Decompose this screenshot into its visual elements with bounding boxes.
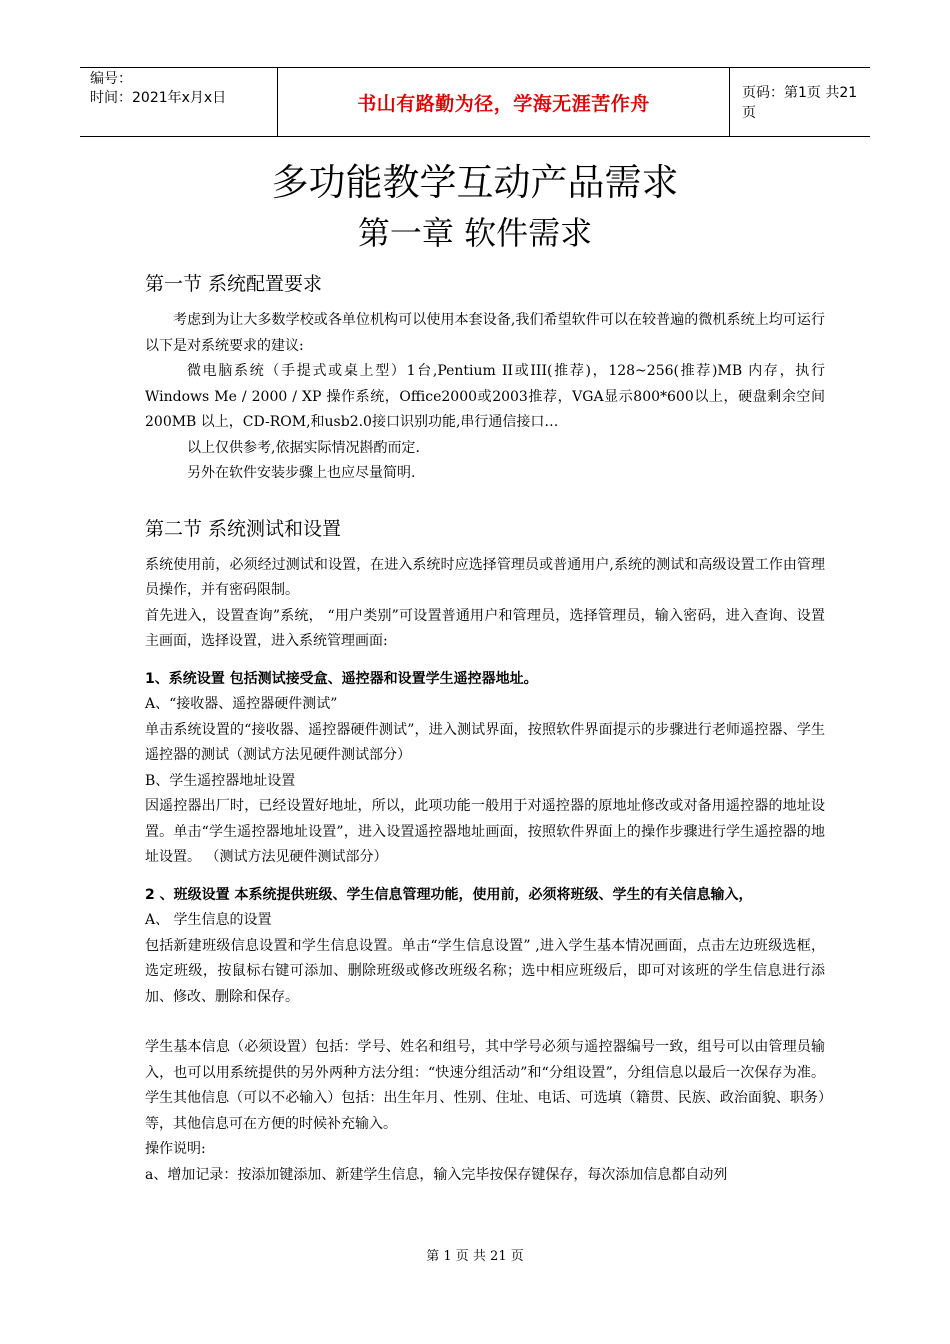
header-number: 编号： xyxy=(90,71,132,87)
item2-info: 学生基本信息（必须设置）包括：学号、姓名和组号，其中学号必须与遥控器编号一致，组号可以由管理员输入，也可以用系统提供的另外两种方法分组：“快速分组活动”和“分组设置”，分组信息以最后一次保存为准。 学生其他信息（可以不必输入）包括：出生年月、性别、住址、电话、可选填（籍贯、民族、政治面貌、职务）等，其他信息可在方便的时候补充输入。 xyxy=(145,1039,825,1132)
header-motto: 书山有路勤为径，学海无涯苦作舟 xyxy=(357,92,650,115)
document-body xyxy=(145,268,825,1188)
header-date: 时间：2021年x月x日 xyxy=(90,90,227,106)
header-meta-cell xyxy=(80,68,278,136)
header-page-cell xyxy=(730,68,870,136)
item1-heading: 1、系统设置 包括测试接受盒、遥控器和设置学生遥控器地址。 xyxy=(145,670,538,687)
ops-label: 操作说明: xyxy=(145,1141,206,1157)
page-footer: 第 1 页 共 21 页 xyxy=(426,1249,524,1264)
document-header xyxy=(80,67,870,137)
ops-a: a、增加记录：按添加键添加、新建学生信息，输入完毕按保存键保存，每次添加信息都自动列 xyxy=(145,1166,728,1183)
chapter-title: 第一章 软件需求 xyxy=(357,214,593,252)
item1-a-label: A、“接收器、遥控器硬件测试” xyxy=(145,696,338,712)
section1-paragraph: 考虑到为让大多数学校或各单位机构可以使用本套设备,我们希望软件可以在较普遍的微机系统上均可运行以下是对系统要求的建议: xyxy=(145,312,825,354)
item1-b-label: B、学生遥控器地址设置 xyxy=(145,772,296,789)
item1-b-text: 因遥控器出厂时，已经设置好地址，所以，此项功能一般用于对遥控器的原地址修改或对备用遥控器的地址设置。单击“学生遥控器地址设置”，进入设置遥控器地址画面，按照软件界面上的操作步骤进行学生遥控器的地址设置。 （测试方法见硬件测试部分） xyxy=(145,798,825,865)
header-page-info: 页码：第1页 共21页 xyxy=(742,85,858,121)
section1-paragraph: 另外在软件安装步骤上也应尽量简明. xyxy=(187,465,416,481)
item2-a-text: 包括新建班级信息设置和学生信息设置。单击“学生信息设置” ,进入学生基本情况画面，点击左边班级选框，选定班级，按鼠标右键可添加、删除班级或修改班级名称；选中相应班级后，即可对该班的学生信息进行添加、修改、删除和保存。 xyxy=(145,937,825,1005)
section2-paragraph: 系统使用前，必须经过测试和设置，在进入系统时应选择管理员或普通用户,系统的测试和高级设置工作由管理员操作，并有密码限制。 xyxy=(145,556,825,598)
section1-paragraph: 以上仅供参考,依据实际情况斟酌而定. xyxy=(187,439,420,456)
document-title: 多功能教学互动产品需求 xyxy=(271,161,679,204)
header-motto-cell xyxy=(278,68,730,136)
section1-paragraph: 微电脑系统（手提式或桌上型）1台,Pentium II或III(推荐)，128~256(推荐)MB 内存，执行Windows Me / 2000 / XP 操作系统，Office2000或2003推荐，VGA显示800*600以上，硬盘剩余空间 200MB 以上，CD-ROM,和usb2.0接口识别功能,串行通信接口… xyxy=(145,363,825,430)
item2-heading: 2 、班级设置 本系统提供班级、学生信息管理功能，使用前，必须将班级、学生的有关信息输入， xyxy=(145,886,753,903)
section2-heading: 第二节 系统测试和设置 xyxy=(145,517,342,540)
section1-heading: 第一节 系统配置要求 xyxy=(145,273,323,295)
item2-a-label: A、 学生信息的设置 xyxy=(145,912,272,928)
section2-paragraph: 首先进入，设置查询”系统， “用户类别”可设置普通用户和管理员，选择管理员，输入密码，进入查询、设置主画面，选择设置，进入系统管理画面: xyxy=(145,607,825,649)
item1-a-text: 单击系统设置的“接收器、遥控器硬件测试”，进入测试界面，按照软件界面提示的步骤进行老师遥控器、学生遥控器的测试（测试方法见硬件测试部分） xyxy=(145,721,825,763)
